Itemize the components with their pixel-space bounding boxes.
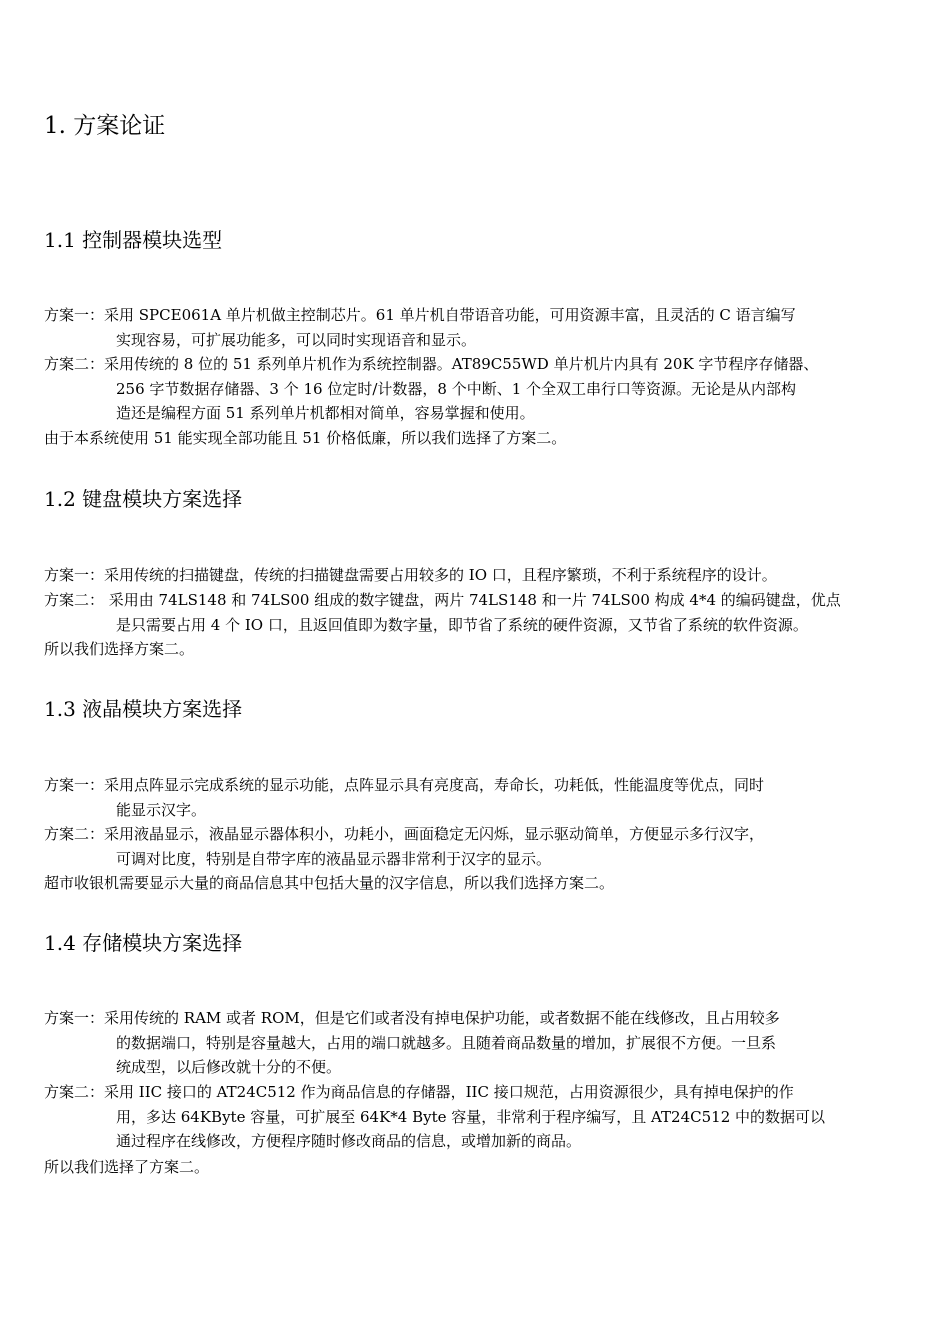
text-line: 超市收银机需要显示大量的商品信息其中包括大量的汉字信息，所以我们选择方案二。 [44, 874, 615, 892]
section-1-1-conclusion [44, 426, 904, 451]
section-heading-1-2: 1.2 键盘模块方案选择 [44, 487, 243, 511]
text-line: 方案一：采用传统的 RAM 或者 ROM，但是它们或者没有掉电保护功能，或者数据不能在线修改，且占用较多 [44, 1009, 780, 1027]
text-line: 方案一：采用 SPCE061A 单片机做主控制芯片。61 单片机自带语音功能，可用资源丰富，且灵活的 C 语言编写 [44, 306, 796, 324]
section-1-2-option-2 [44, 588, 904, 637]
section-1-4-conclusion [44, 1155, 904, 1180]
section-1-4-option-2 [44, 1080, 904, 1154]
section-1-4-option-1 [44, 1006, 904, 1080]
text-line: 通过程序在线修改，方便程序随时修改商品的信息，或增加新的商品。 [116, 1132, 582, 1150]
text-line: 方案二： 采用由 74LS148 和 74LS00 组成的数字键盘，两片 74LS148 和一片 74LS00 构成 4*4 的编码键盘，优点 [44, 591, 841, 609]
text-line: 是只需要占用 4 个 IO 口，且返回值即为数字量，即节省了系统的硬件资源，又节省了系统的软件资源。 [116, 615, 808, 634]
document-title: 1. 方案论证 [44, 113, 166, 139]
text-line: 所以我们选择了方案二。 [44, 1158, 210, 1176]
section-1-1-option-1 [44, 303, 904, 352]
section-1-3-option-1 [44, 773, 904, 822]
section-1-2-conclusion [44, 637, 904, 662]
text-line: 由于本系统使用 51 能实现全部功能且 51 价格低廉，所以我们选择了方案二。 [44, 429, 567, 447]
section-heading-1-1: 1.1 控制器模块选型 [44, 228, 223, 252]
text-line: 方案一：采用点阵显示完成系统的显示功能，点阵显示具有亮度高，寿命长，功耗低，性能温度等优点，同时 [44, 776, 765, 794]
section-1-3-option-2 [44, 822, 904, 871]
text-line: 统成型，以后修改就十分的不便。 [116, 1058, 342, 1076]
text-line: 所以我们选择方案二。 [44, 640, 195, 658]
text-line: 能显示汉字。 [116, 800, 207, 819]
text-line: 方案二：采用传统的 8 位的 51 系列单片机作为系统控制器。AT89C55WD 单片机片内具有 20K 字节程序存储器、 [44, 355, 819, 373]
text-line: 用，多达 64KByte 容量，可扩展至 64K*4 Byte 容量，非常利于程序编写，且 AT24C512 中的数据可以 [116, 1107, 826, 1126]
section-heading-1-3: 1.3 液晶模块方案选择 [44, 697, 243, 721]
section-1-2-option-1 [44, 563, 904, 588]
text-line: 方案二：采用液晶显示，液晶显示器体积小，功耗小，画面稳定无闪烁，显示驱动简单，方便显示多行汉字， [44, 825, 765, 843]
text-line: 方案二：采用 IIC 接口的 AT24C512 作为商品信息的存储器，IIC 接口规范，占用资源很少，具有掉电保护的作 [44, 1083, 794, 1101]
text-line: 造还是编程方面 51 系列单片机都相对简单，容易掌握和使用。 [116, 404, 535, 422]
section-1-1-option-2 [44, 352, 904, 426]
text-line: 实现容易，可扩展功能多，可以同时实现语音和显示。 [116, 330, 477, 349]
section-1-3-conclusion [44, 871, 904, 896]
text-line: 可调对比度，特别是自带字库的液晶显示器非常利于汉字的显示。 [116, 849, 552, 868]
text-line: 方案一：采用传统的扫描键盘，传统的扫描键盘需要占用较多的 IO 口，且程序繁琐，不利于系统程序的设计。 [44, 566, 777, 584]
text-line: 的数据端口，特别是容量越大，占用的端口就越多。且随着商品数量的增加，扩展很不方便。一旦系 [116, 1033, 777, 1052]
section-heading-1-4: 1.4 存储模块方案选择 [44, 931, 243, 955]
text-line: 256 字节数据存储器、3 个 16 位定时/计数器，8 个中断、1 个全双工串行口等资源。无论是从内部构 [116, 379, 797, 398]
